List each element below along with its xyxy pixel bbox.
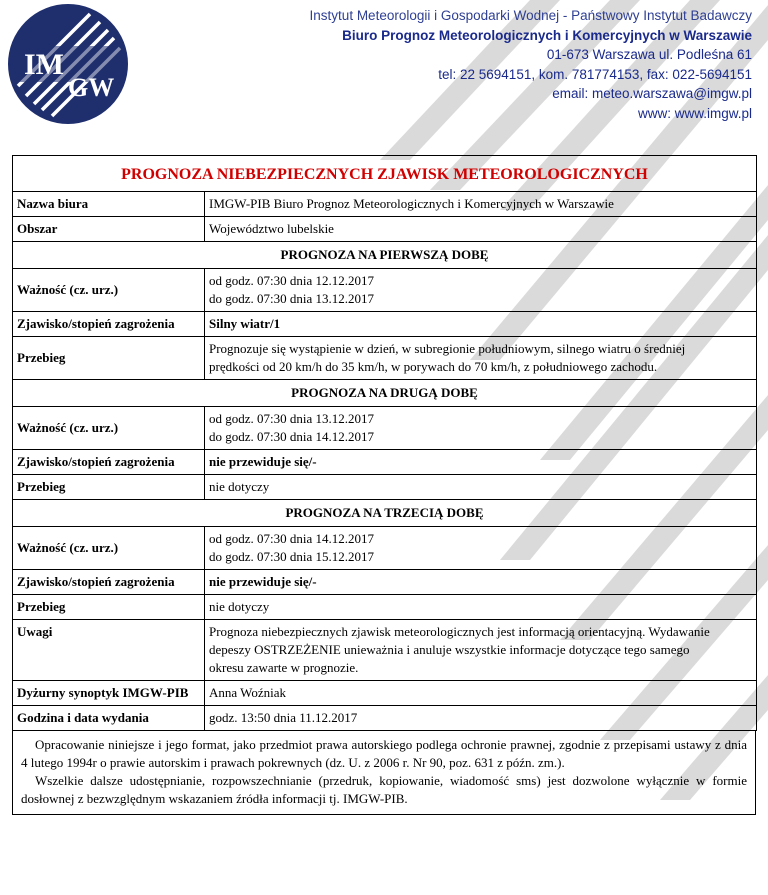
notes-value	[205, 620, 757, 681]
day2-validity-label: Ważność (cz. urz.)	[13, 407, 205, 450]
website[interactable]: www: www.imgw.pl	[637, 105, 752, 121]
forecaster-label: Dyżurny synoptyk IMGW-PIB	[13, 681, 205, 706]
copyright-notice	[12, 731, 756, 815]
institute-name: Instytut Meteorologii i Gospodarki Wodnej - Państwowy Instytut Badawczy	[309, 8, 752, 23]
day2-validity-from: od godz. 07:30 dnia 13.12.2017	[209, 411, 375, 426]
phone: tel: 22 5694151, kom. 781774153, fax: 022-5694151	[438, 66, 752, 82]
copyright-paragraph-2: Wszelkie dalsze udostępnianie, rozpowszechnianie (przedruk, kopiowanie, wiadomość sms) jest dozwolone wyłącznie w formie dosłownej z bezwzględnym wskazaniem źródła informacji tj. IMGW-PIB.	[21, 773, 747, 806]
day3-phenomenon-value: nie przewiduje się/-	[205, 570, 757, 595]
day2-heading: PROGNOZA NA DRUGĄ DOBĘ	[13, 380, 757, 407]
day1-validity-from: od godz. 07:30 dnia 12.12.2017	[209, 273, 375, 288]
letterhead	[0, 0, 768, 150]
day2-course-value: nie dotyczy	[205, 475, 757, 500]
day3-validity	[205, 527, 757, 570]
copyright-paragraph-1: Opracowanie niniejsze i jego format, jako przedmiot prawa autorskiego podlega ochronie prawnej, zgodnie z przepisami ustawy z dnia 4 lutego 1994r o prawie autorskim i prawach pokrewnych (dz. U. z 2006 r. Nr 90, poz. 631 z późn. zm.).	[21, 737, 747, 770]
day2-validity-to: do godz. 07:30 dnia 14.12.2017	[209, 429, 375, 444]
area-label: Obszar	[13, 217, 205, 242]
day1-phenomenon-label: Zjawisko/stopień zagrożenia	[13, 312, 205, 337]
issued-value: godz. 13:50 dnia 11.12.2017	[205, 706, 757, 731]
imgw-logo	[8, 4, 128, 124]
day2-phenomenon-label: Zjawisko/stopień zagrożenia	[13, 450, 205, 475]
email[interactable]: email: meteo.warszawa@imgw.pl	[552, 86, 752, 101]
day3-course-value: nie dotyczy	[205, 595, 757, 620]
notes-label: Uwagi	[13, 620, 205, 681]
day3-validity-label: Ważność (cz. urz.)	[13, 527, 205, 570]
day3-validity-to: do godz. 07:30 dnia 15.12.2017	[209, 549, 375, 564]
day3-course-label: Przebieg	[13, 595, 205, 620]
notes-line3: okresu zawarte w prognozie.	[209, 660, 359, 675]
document-title: PROGNOZA NIEBEZPIECZNYCH ZJAWISK METEOROLOGICZNYCH	[13, 156, 757, 192]
forecast-table	[12, 155, 757, 731]
day1-validity-to: do godz. 07:30 dnia 13.12.2017	[209, 291, 375, 306]
notes-line2: depeszy OSTRZEŻENIE unieważnia i anuluje wszystkie informacje dotyczące tego samego	[209, 642, 690, 657]
day1-heading: PROGNOZA NA PIERWSZĄ DOBĘ	[13, 242, 757, 269]
day1-validity	[205, 269, 757, 312]
day3-phenomenon-label: Zjawisko/stopień zagrożenia	[13, 570, 205, 595]
day3-heading: PROGNOZA NA TRZECIĄ DOBĘ	[13, 500, 757, 527]
office-name: Biuro Prognoz Meteorologicznych i Komercyjnych w Warszawie	[342, 27, 752, 43]
day1-validity-label: Ważność (cz. urz.)	[13, 269, 205, 312]
day3-validity-from: od godz. 07:30 dnia 14.12.2017	[209, 531, 375, 546]
day1-course-line2: prędkości od 20 km/h do 35 km/h, w porywach do 70 km/h, z południowego zachodu.	[209, 359, 658, 374]
svg-text:IM: IM	[24, 48, 64, 81]
office-value: IMGW-PIB Biuro Prognoz Meteorologicznych i Komercyjnych w Warszawie	[205, 192, 757, 217]
area-value: Województwo lubelskie	[205, 217, 757, 242]
day2-validity	[205, 407, 757, 450]
institute-contact	[310, 6, 752, 123]
issued-label: Godzina i data wydania	[13, 706, 205, 731]
forecast-document	[12, 155, 756, 815]
svg-text:GW: GW	[68, 73, 115, 102]
day2-course-label: Przebieg	[13, 475, 205, 500]
day1-course-line1: Prognozuje się wystąpienie w dzień, w subregionie południowym, silnego wiatru o średniej	[209, 341, 686, 356]
notes-line1: Prognoza niebezpiecznych zjawisk meteorologicznych jest informacją orientacyjną. Wydawanie	[209, 624, 710, 639]
day2-phenomenon-value: nie przewiduje się/-	[205, 450, 757, 475]
day1-phenomenon-value: Silny wiatr/1	[205, 312, 757, 337]
address: 01-673 Warszawa ul. Podleśna 61	[546, 47, 752, 62]
office-label: Nazwa biura	[13, 192, 205, 217]
day1-course-label: Przebieg	[13, 337, 205, 380]
forecaster-value: Anna Woźniak	[205, 681, 757, 706]
day1-course	[205, 337, 757, 380]
